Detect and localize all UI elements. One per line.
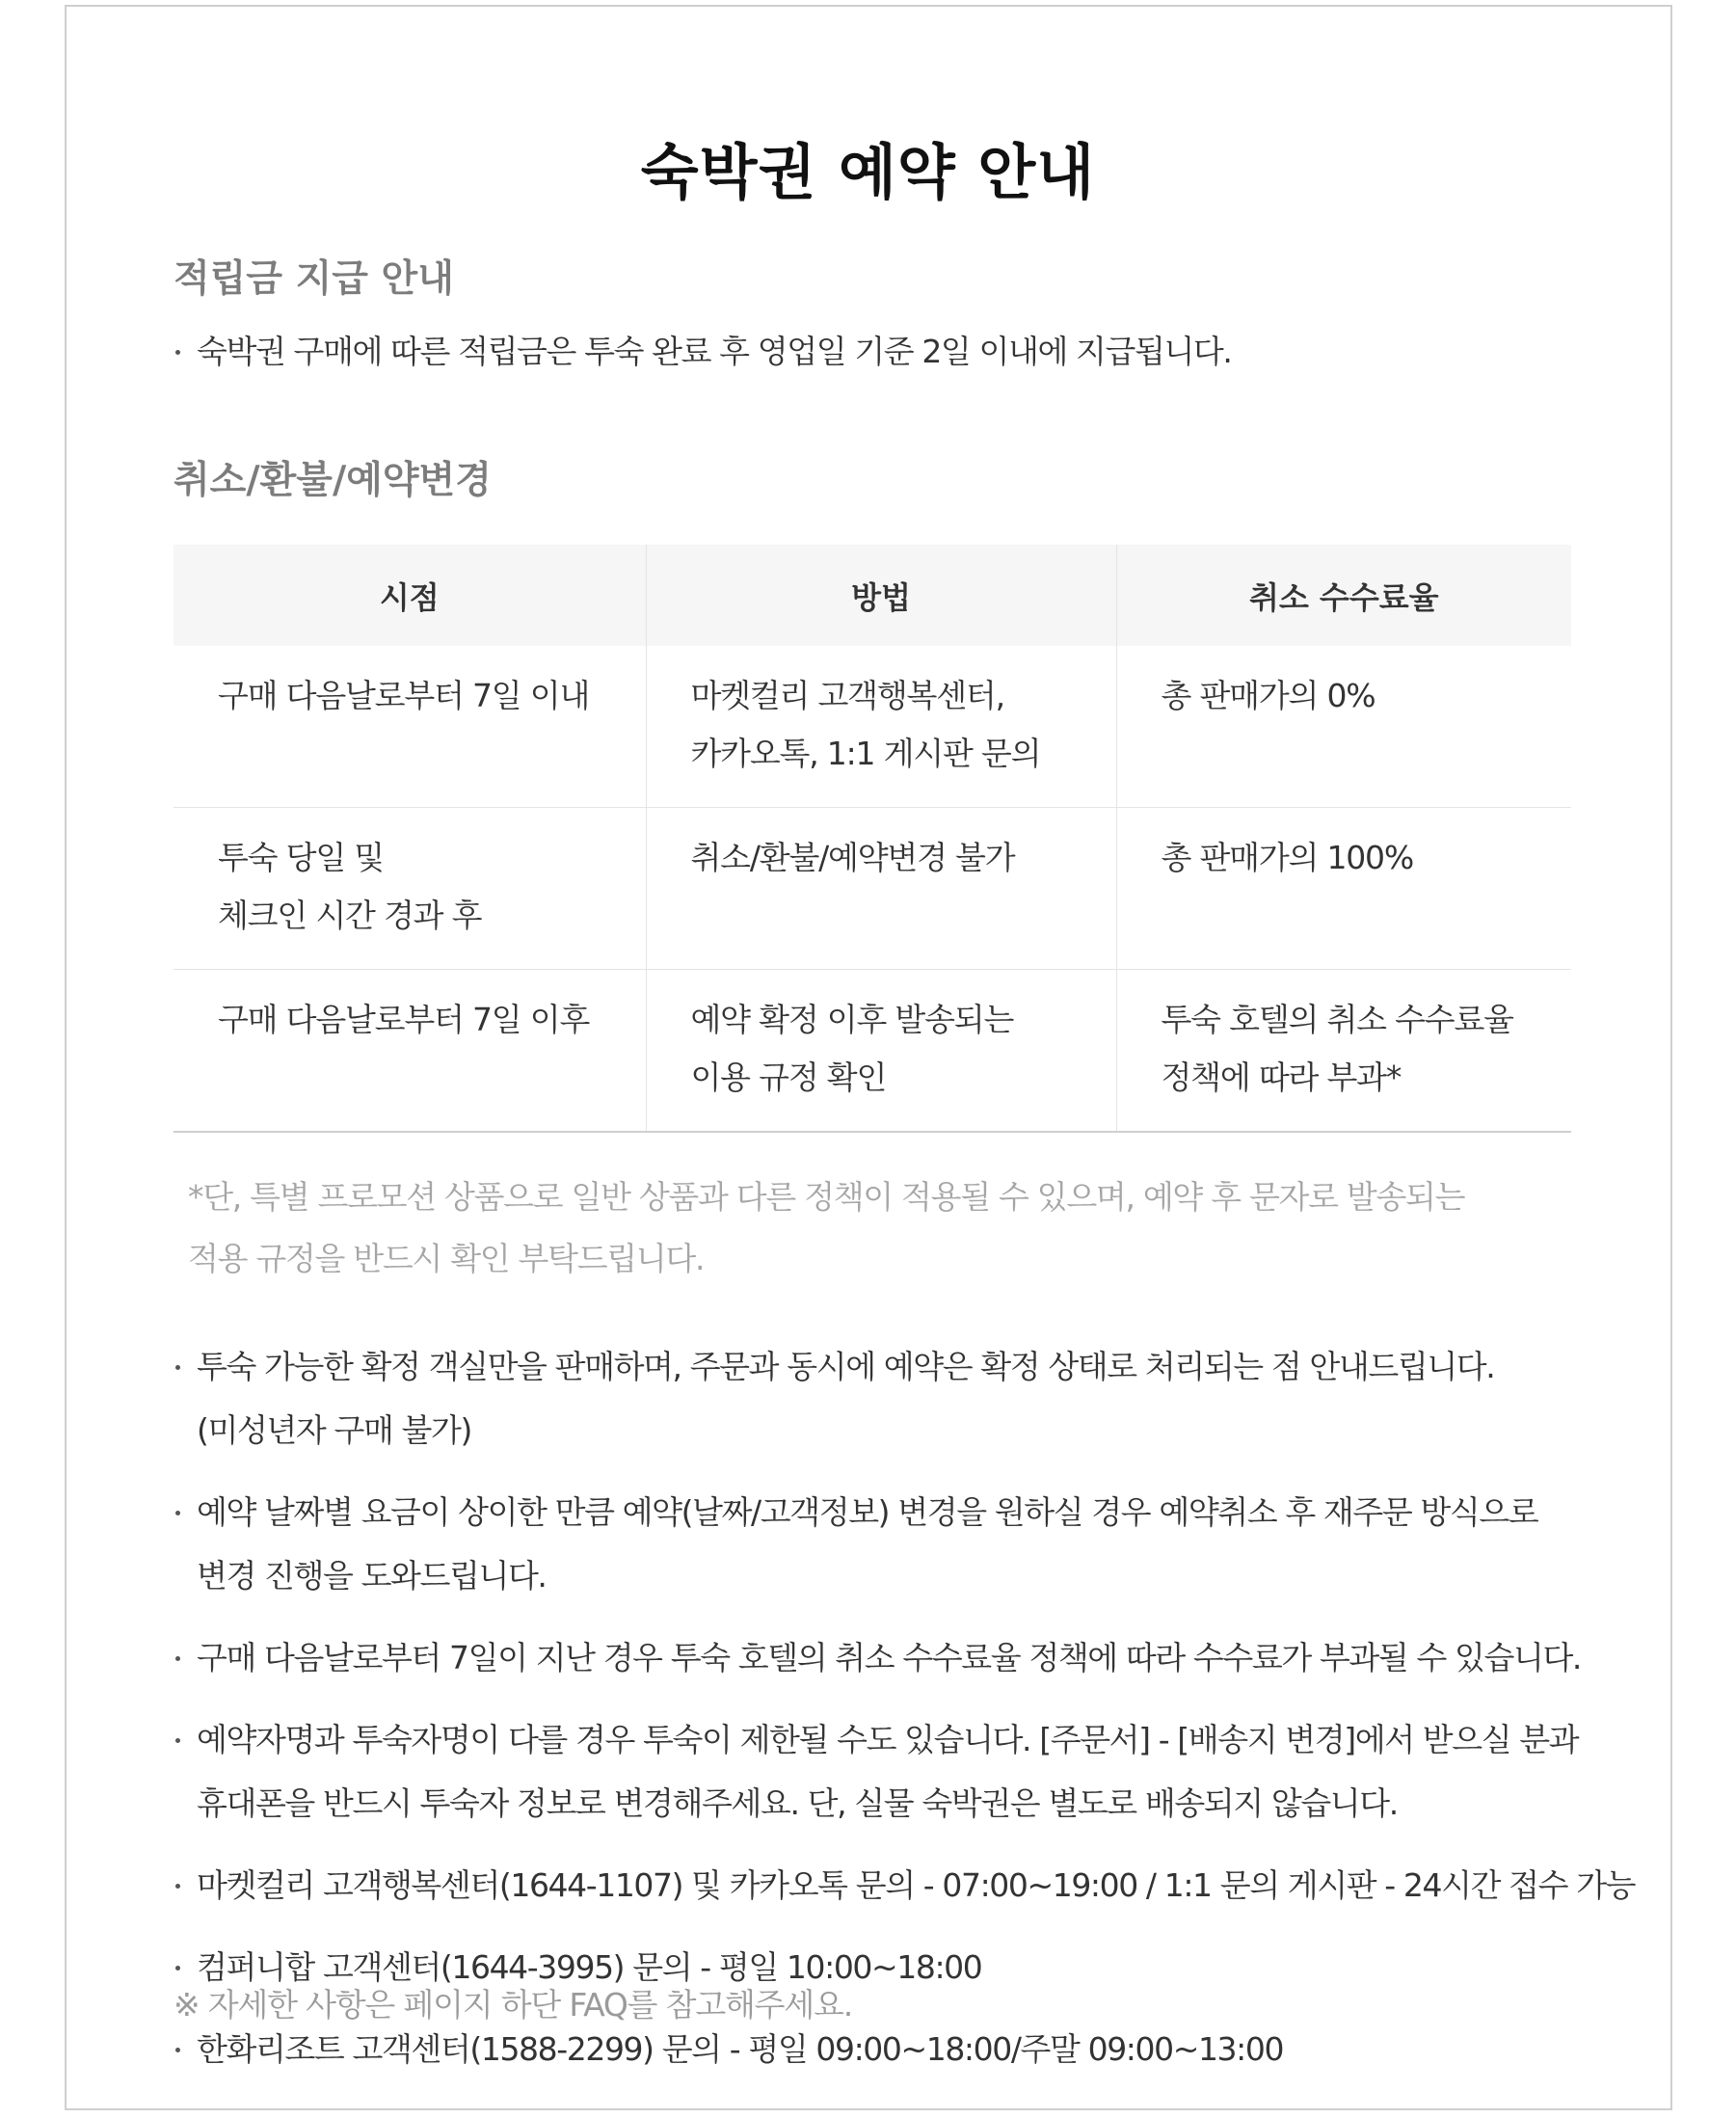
points-info-item: 숙박권 구매에 따른 적립금은 투숙 완료 후 영업일 기준 2일 이내에 지급됩니다. — [174, 320, 1581, 384]
table-row — [174, 808, 1571, 970]
notice-item: 컴퍼니합 고객센터(1644-3995) 문의 - 평일 10:00~18:00 — [174, 1936, 1581, 1999]
table-cell-method: 취소/환불/예약변경 불가 — [646, 808, 1116, 970]
notice-item: 투숙 가능한 확정 객실만을 판매하며, 주문과 동시에 예약은 확정 상태로 처리되는 점 안내드립니다. (미성년자 구매 불가) — [174, 1335, 1581, 1462]
notice-item: 예약 날짜별 요금이 상이한 만큼 예약(날짜/고객정보) 변경을 원하실 경우 예약취소 후 재주문 방식으로 변경 진행을 도와드립니다. — [174, 1481, 1581, 1608]
points-section-heading: 적립금 지급 안내 — [174, 257, 454, 301]
table-cell-fee: 총 판매가의 100% — [1116, 808, 1571, 970]
cancel-policy-table — [174, 545, 1571, 1133]
points-info-list — [174, 320, 1581, 384]
column-header-method: 방법 — [646, 545, 1116, 646]
table-cell-fee: 총 판매가의 0% — [1116, 646, 1571, 808]
notice-item: 마켓컬리 고객행복센터(1644-1107) 및 카카오톡 문의 - 07:00~19:00 / 1:1 문의 게시판 - 24시간 접수 가능 — [174, 1854, 1581, 1917]
promotion-footnote: *단, 특별 프로모션 상품으로 일반 상품과 다른 정책이 적용될 수 있으며, 예약 후 문자로 발송되는 적용 규정을 반드시 확인 부탁드립니다. — [188, 1178, 1465, 1277]
column-header-timing: 시점 — [174, 545, 646, 646]
table-cell-method: 마켓컬리 고객행복센터, 카카오톡, 1:1 게시판 문의 — [646, 646, 1116, 808]
column-header-fee-rate: 취소 수수료율 — [1116, 545, 1571, 646]
page-title: 숙박권 예약 안내 — [640, 136, 1096, 207]
table-header-row — [174, 545, 1571, 646]
table-row — [174, 970, 1571, 1133]
notice-item: 구매 다음날로부터 7일이 지난 경우 투숙 호텔의 취소 수수료율 정책에 따라 수수료가 부과될 수 있습니다. — [174, 1626, 1581, 1690]
notice-item: 예약자명과 투숙자명이 다를 경우 투숙이 제한될 수도 있습니다. [주문서] - [배송지 변경]에서 받으실 분과 휴대폰을 반드시 투숙자 정보로 변경해주세요. 단, 실물 숙박권은 별도로 배송되지 않습니다. — [174, 1708, 1581, 1836]
table-cell-timing: 구매 다음날로부터 7일 이내 — [174, 646, 646, 808]
table-cell-method: 예약 확정 이후 발송되는 이용 규정 확인 — [646, 970, 1116, 1133]
table-row — [174, 646, 1571, 808]
notice-item: 한화리조트 고객센터(1588-2299) 문의 - 평일 09:00~18:00/주말 09:00~13:00 — [174, 2018, 1581, 2081]
table-cell-timing: 구매 다음날로부터 7일 이후 — [174, 970, 646, 1133]
table-cell-fee: 투숙 호텔의 취소 수수료율 정책에 따라 부과* — [1116, 970, 1571, 1133]
faq-reference-note: ※ 자세한 사항은 페이지 하단 FAQ를 참고해주세요. — [174, 1986, 853, 2024]
cancel-section-heading: 취소/환불/예약변경 — [174, 459, 492, 502]
table-cell-timing: 투숙 당일 및 체크인 시간 경과 후 — [174, 808, 646, 970]
